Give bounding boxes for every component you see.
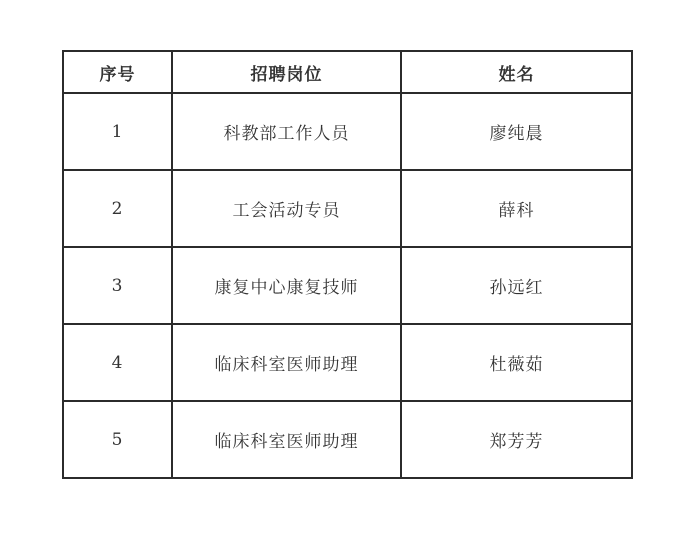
cell-serial-number: 2 <box>63 170 172 247</box>
cell-position: 临床科室医师助理 <box>172 324 401 401</box>
column-header-serial-number: 序号 <box>63 51 172 93</box>
cell-serial-number: 4 <box>63 324 172 401</box>
cell-serial-number: 1 <box>63 93 172 170</box>
column-header-position: 招聘岗位 <box>172 51 401 93</box>
table-row <box>63 170 632 247</box>
table-row <box>63 247 632 324</box>
cell-name: 廖纯晨 <box>401 93 632 170</box>
cell-serial-number: 5 <box>63 401 172 478</box>
cell-name: 孙远红 <box>401 247 632 324</box>
cell-position: 康复中心康复技师 <box>172 247 401 324</box>
cell-serial-number: 3 <box>63 247 172 324</box>
table-row <box>63 324 632 401</box>
table-header-row <box>63 51 632 93</box>
cell-position: 临床科室医师助理 <box>172 401 401 478</box>
recruitment-table <box>62 50 633 479</box>
table-row <box>63 93 632 170</box>
cell-name: 薛科 <box>401 170 632 247</box>
column-header-name: 姓名 <box>401 51 632 93</box>
table-row <box>63 401 632 478</box>
cell-position: 工会活动专员 <box>172 170 401 247</box>
cell-name: 郑芳芳 <box>401 401 632 478</box>
cell-name: 杜薇茹 <box>401 324 632 401</box>
cell-position: 科教部工作人员 <box>172 93 401 170</box>
